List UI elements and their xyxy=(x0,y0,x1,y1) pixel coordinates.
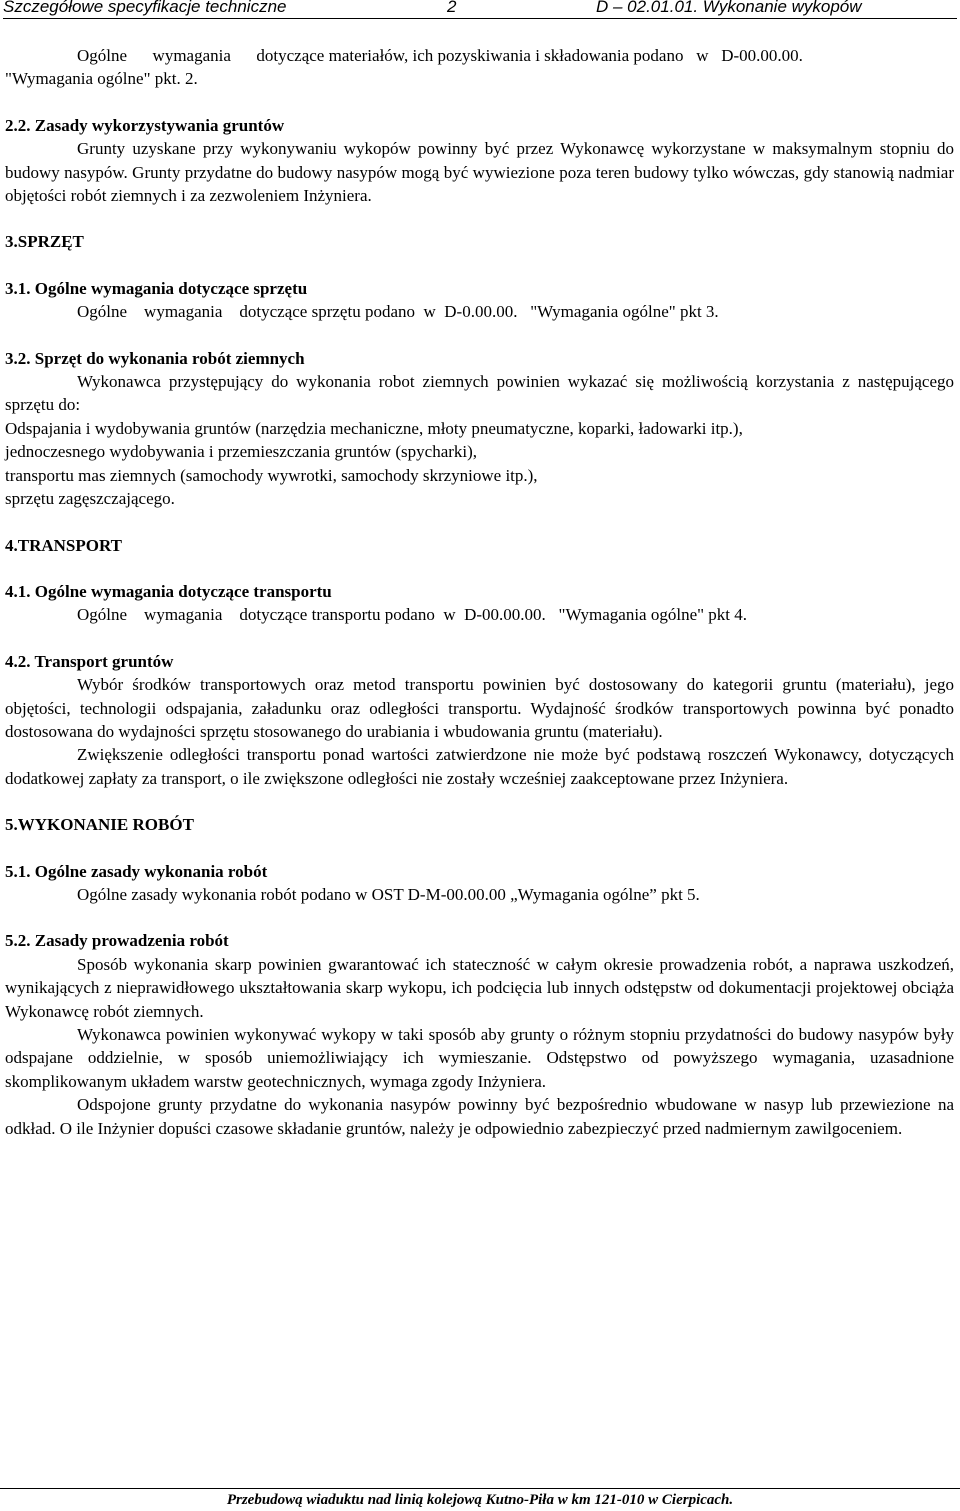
list-item-equipment: Odspajania i wydobywania gruntów (narzędzia mechaniczne, młoty pneumatyczne, koparki, ładowarki itp.), xyxy=(5,418,743,438)
document-body xyxy=(5,44,954,1140)
paragraph-4-2-b: Zwiększenie odległości transportu ponad wartości zatwierdzone nie może być podstawą roszczeń Wykonawcy, dotyczących dodatkowej zapłaty za transport, o ile zwiększone odległości nie zostały wcześniej zaakceptowane przez Inżyniera. xyxy=(5,745,954,788)
paragraph-4-2-a: Wybór środków transportowych oraz metod transportu powinien być dostosowany do kategorii gruntu (materiału), jego objętości, technologii odspajania, załadunku oraz odległości transportu. Wydajność środków transportowych powinna być ponadto dostosowana do wydajności sprzętu stosowanego do urabiania i wbudowania gruntu (materiału). xyxy=(5,675,954,741)
paragraph-3-1: Ogólne wymagania dotyczące sprzętu podano w D-0.00.00. "Wymagania ogólne" pkt 3. xyxy=(77,302,719,322)
intro-line-1: Ogólne wymagania dotyczące materiałów, ich pozyskiwania i składowania podano w D-00.00.00. xyxy=(77,46,803,65)
list-item-equipment: transportu mas ziemnych (samochody wywrotki, samochody skrzyniowe itp.), xyxy=(5,465,538,485)
heading-4-1: 4.1. Ogólne wymagania dotyczące transportu xyxy=(5,581,332,601)
heading-3-2: 3.2. Sprzęt do wykonania robót ziemnych xyxy=(5,348,305,368)
paragraph-2-2: Grunty uzyskane przy wykonywaniu wykopów powinny być przez Wykonawcę wykorzystane w maksymalnym stopniu do budowy nasypów. Grunty przydatne do budowy nasypów mogą być wywiezione poza teren budowy tylko wówczas, gdy stanowią nadmiar objętości robót ziemnych i za zezwoleniem Inżyniera. xyxy=(5,139,954,206)
heading-4: 4.TRANSPORT xyxy=(5,535,122,555)
list-item-equipment: sprzętu zagęszczającego. xyxy=(5,489,175,509)
heading-2-2: 2.2. Zasady wykorzystywania gruntów xyxy=(5,115,285,135)
intro-line-2: "Wymagania ogólne" pkt. 2. xyxy=(5,69,198,89)
paragraph-5-2-c: Odspojone grunty przydatne do wykonania nasypów powinny być bezpośrednio wbudowane w nasyp lub przewiezione na odkład. O ile Inżynier dopuści czasowe składanie gruntów, należy je odpowiednio zabezpieczyć przed nadmiernym zawilgoceniem. xyxy=(5,1095,954,1138)
paragraph-3-2: Wykonawca przystępujący do wykonania robot ziemnych powinien wykazać się możliwością korzystania z następującego sprzętu do: xyxy=(5,372,954,415)
header-section-code: D – 02.01.01. Wykonanie wykopów xyxy=(596,0,862,16)
heading-5-1: 5.1. Ogólne zasady wykonania robót xyxy=(5,861,268,881)
heading-3-1: 3.1. Ogólne wymagania dotyczące sprzętu xyxy=(5,278,308,298)
paragraph-5-2-a: Sposób wykonania skarp powinien gwarantować ich stateczność w całym okresie prowadzenia robót, a naprawa uszkodzeń, wynikających z nieprawidłowego ukształtowania skarp wykopu, ich podcięcia lub innych odstępstw od dokumentacji projektowej obciąża Wykonawcę robót ziemnych. xyxy=(5,954,954,1021)
heading-5-2: 5.2. Zasady prowadzenia robót xyxy=(5,931,229,951)
list-item-equipment: jednoczesnego wydobywania i przemieszczania gruntów (spycharki), xyxy=(5,442,478,462)
running-header xyxy=(3,0,957,19)
heading-5: 5.WYKONANIE ROBÓT xyxy=(5,815,194,835)
header-spec-title: Szczegółowe specyfikacje techniczne xyxy=(3,0,287,16)
heading-3: 3.SPRZĘT xyxy=(5,232,84,252)
paragraph-4-1: Ogólne wymagania dotyczące transportu podano w D-00.00.00. "Wymagania ogólne" pkt 4. xyxy=(77,605,748,625)
paragraph-5-2-b: Wykonawca powinien wykonywać wykopy w taki sposób aby grunty o różnym stopniu przydatności do budowy nasypów były odspajane oddzielnie, w sposób uniemożliwiający ich wymieszanie. Odstępstwo od powyższego wymagania, uzasadnione skomplikowanym układem warstw geotechnicznych, wymaga zgody Inżyniera. xyxy=(5,1025,954,1091)
heading-4-2: 4.2. Transport gruntów xyxy=(5,651,174,671)
paragraph-5-1: Ogólne zasady wykonania robót podano w OST D-M-00.00.00 „Wymagania ogólne” pkt 5. xyxy=(77,884,700,904)
page-footer: Przebudową wiaduktu nad linią kolejową Kutno-Piła w km 121-010 w Cierpicach. xyxy=(0,1488,960,1511)
header-page-number: 2 xyxy=(447,0,457,16)
